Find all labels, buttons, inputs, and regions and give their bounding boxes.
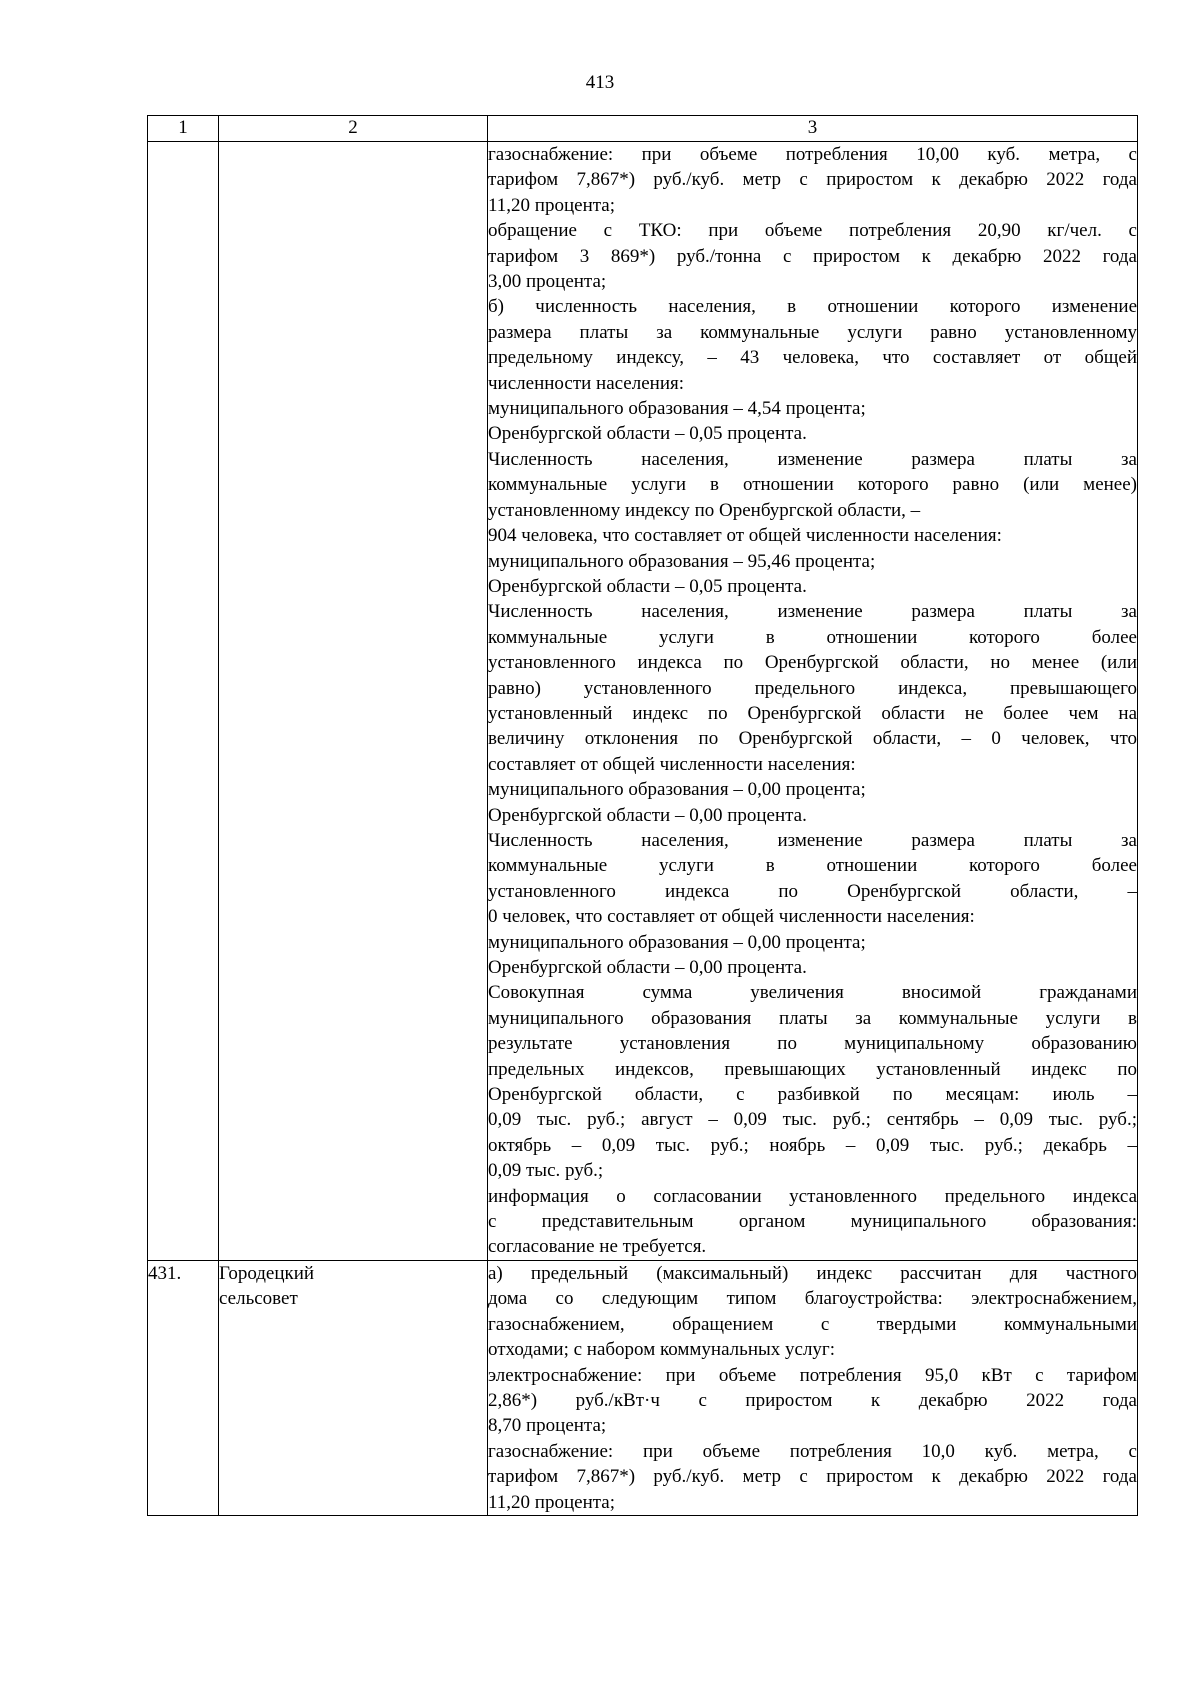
text-line: 0,09 тыс. руб.; август – 0,09 тыс. руб.; сентябрь – 0,09 тыс. руб.; bbox=[488, 1109, 1137, 1131]
text-line: составляет от общей численности населения: bbox=[488, 753, 856, 775]
text-line: а) предельный (максимальный) индекс рассчитан для частного bbox=[488, 1262, 1137, 1284]
text-line: муниципального образования – 0,00 процента; bbox=[488, 931, 866, 953]
text-line: дома со следующим типом благоустройства: электроснабжением, bbox=[488, 1288, 1137, 1310]
row-text-cell bbox=[488, 142, 1138, 1261]
text-line: тарифом 7,867*) руб./куб. метр с приростом к декабрю 2022 года bbox=[488, 1466, 1137, 1488]
text-line: численности населения: bbox=[488, 372, 685, 394]
text-line: информация о согласовании установленного предельного индекса bbox=[488, 1185, 1137, 1207]
text-line: тарифом 7,867*) руб./куб. метр с приростом к декабрю 2022 года bbox=[488, 169, 1137, 191]
text-line: установленному индексу по Оренбургской области, – bbox=[488, 499, 921, 521]
text-line: установленного индекса по Оренбургской области, но менее (или bbox=[488, 652, 1137, 674]
header-cell-2: 2 bbox=[219, 116, 488, 142]
text-line: муниципального образования – 4,54 процента; bbox=[488, 398, 866, 420]
text-line: тарифом 3 869*) руб./тонна с приростом к декабрю 2022 года bbox=[488, 245, 1137, 267]
text-line: результате установления по муниципальному образованию bbox=[488, 1033, 1137, 1055]
text-line: отходами; с набором коммунальных услуг: bbox=[488, 1339, 836, 1361]
text-line: 0 человек, что составляет от общей численности населения: bbox=[488, 906, 975, 928]
text-line: предельному индексу, – 43 человека, что составляет от общей bbox=[488, 347, 1137, 369]
row-number-cell: 431. bbox=[148, 1260, 219, 1515]
header-cell-3: 3 bbox=[488, 116, 1138, 142]
header-cell-1: 1 bbox=[148, 116, 219, 142]
text-line: Оренбургской области – 0,05 процента. bbox=[488, 423, 807, 445]
text-line: с представительным органом муниципального образования: bbox=[488, 1211, 1137, 1233]
text-line: муниципального образования – 95,46 процента; bbox=[488, 550, 876, 572]
text-line: Численность населения, изменение размера платы за bbox=[488, 448, 1137, 470]
page-number: 413 bbox=[585, 72, 615, 93]
text-line: электроснабжение: при объеме потребления 95,0 кВт с тарифом bbox=[488, 1364, 1137, 1386]
text-line: Оренбургской области – 0,00 процента. bbox=[488, 957, 807, 978]
text-line: установленный индекс по Оренбургской области не более чем на bbox=[488, 702, 1137, 724]
table-row bbox=[148, 1260, 1138, 1515]
row-name-cell bbox=[219, 1260, 488, 1515]
text-line: б) численность населения, в отношении которого изменение bbox=[488, 296, 1137, 318]
municipality-name-line: Городецкий bbox=[219, 1262, 315, 1284]
text-line: Оренбургской области – 0,00 процента. bbox=[488, 804, 807, 826]
text-line: коммунальные услуги в отношении которого более bbox=[488, 626, 1137, 648]
text-line: согласование не требуется. bbox=[488, 1236, 707, 1258]
text-line: 8,70 процента; bbox=[488, 1415, 607, 1437]
text-line: газоснабжение: при объеме потребления 10,0 куб. метра, с bbox=[488, 1440, 1137, 1462]
text-line: муниципального образования платы за коммунальные услуги в bbox=[488, 1007, 1137, 1029]
row-number-cell bbox=[148, 142, 219, 1261]
text-line: 2,86*) руб./кВт·ч с приростом к декабрю 2022 года bbox=[488, 1389, 1137, 1411]
text-line: 11,20 процента; bbox=[488, 1491, 615, 1513]
text-line: газоснабжением, обращением с твердыми коммунальными bbox=[488, 1313, 1137, 1335]
text-line: 3,00 процента; bbox=[488, 271, 607, 293]
text-line: установленного индекса по Оренбургской области, – bbox=[488, 880, 1137, 902]
text-line: октябрь – 0,09 тыс. руб.; ноябрь – 0,09 тыс. руб.; декабрь – bbox=[488, 1134, 1137, 1156]
text-line: величину отклонения по Оренбургской области, – 0 человек, что bbox=[488, 728, 1137, 750]
text-line: Оренбургской области, с разбивкой по месяцам: июль – bbox=[488, 1084, 1137, 1106]
text-line: Численность населения, изменение размера платы за bbox=[488, 601, 1137, 623]
text-line: коммунальные услуги в отношении которого равно (или менее) bbox=[488, 474, 1137, 496]
text-line: Оренбургской области – 0,05 процента. bbox=[488, 575, 807, 597]
text-line: Численность населения, изменение размера платы за bbox=[488, 829, 1137, 851]
municipality-name-line: сельсовет bbox=[219, 1288, 298, 1310]
row-name-cell bbox=[219, 142, 488, 1261]
text-line: обращение с ТКО: при объеме потребления 20,90 кг/чел. с bbox=[488, 220, 1137, 242]
document-table bbox=[147, 115, 1138, 1516]
text-line: предельных индексов, превышающих установленный индекс по bbox=[488, 1058, 1137, 1080]
text-line: коммунальные услуги в отношении которого более bbox=[488, 855, 1137, 877]
text-line: равно) установленного предельного индекса, превышающего bbox=[488, 677, 1137, 699]
row-text-cell bbox=[488, 1260, 1138, 1515]
text-line: 904 человека, что составляет от общей численности населения: bbox=[488, 525, 1002, 547]
text-line: размера платы за коммунальные услуги равно установленному bbox=[488, 321, 1137, 343]
text-line: газоснабжение: при объеме потребления 10,00 куб. метра, с bbox=[488, 144, 1137, 165]
text-line: 11,20 процента; bbox=[488, 194, 615, 216]
text-line: муниципального образования – 0,00 процента; bbox=[488, 779, 866, 801]
table-header-row bbox=[148, 116, 1138, 142]
table-row bbox=[148, 142, 1138, 1261]
text-line: Совокупная сумма увеличения вносимой гражданами bbox=[488, 982, 1137, 1004]
text-line: 0,09 тыс. руб.; bbox=[488, 1160, 604, 1182]
